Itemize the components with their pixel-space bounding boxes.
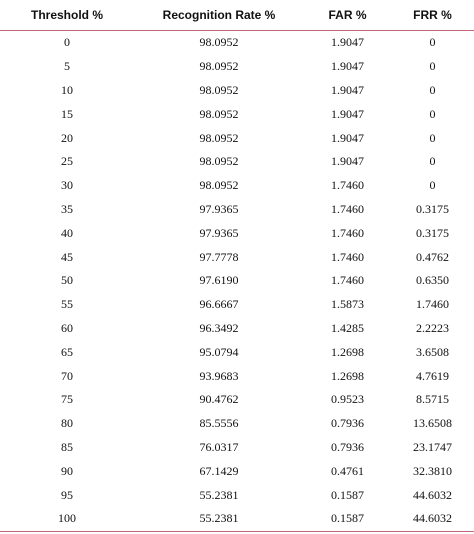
cell-far: 1.7460 xyxy=(331,225,364,240)
cell-threshold: 5 xyxy=(64,59,70,74)
cell-far: 1.9047 xyxy=(331,35,364,50)
cell-far: 1.9047 xyxy=(331,59,364,74)
header-row xyxy=(0,0,474,31)
cell-frr: 0.3175 xyxy=(416,201,449,216)
cell-threshold: 50 xyxy=(61,273,73,288)
cell-frr: 4.7619 xyxy=(416,368,449,383)
cell-threshold: 30 xyxy=(61,178,73,193)
cell-recognition-rate: 85.5556 xyxy=(199,416,239,431)
cell-frr: 23.1747 xyxy=(413,439,452,454)
cell-frr: 0 xyxy=(429,154,436,169)
cell-recognition-rate: 97.9365 xyxy=(199,201,239,216)
table-row xyxy=(0,150,474,174)
cell-threshold: 75 xyxy=(61,392,73,407)
table-row xyxy=(0,507,474,531)
cell-threshold: 20 xyxy=(61,130,73,145)
cell-threshold: 15 xyxy=(61,106,73,121)
table-row xyxy=(0,55,474,79)
cell-threshold: 90 xyxy=(61,463,73,478)
cell-threshold: 55 xyxy=(61,297,73,312)
cell-frr: 44.6032 xyxy=(391,507,474,531)
cell-frr: 0 xyxy=(429,178,436,193)
table-row xyxy=(0,293,474,317)
cell-frr: 0.3175 xyxy=(416,225,449,240)
cell-frr: 0.4762 xyxy=(416,249,449,264)
cell-far: 1.2698 xyxy=(331,344,364,359)
cell-far: 1.9047 xyxy=(331,130,364,145)
cell-frr: 0 xyxy=(429,82,436,97)
cell-recognition-rate: 97.6190 xyxy=(199,273,239,288)
cell-frr: 8.5715 xyxy=(416,392,449,407)
cell-threshold: 80 xyxy=(61,416,73,431)
cell-frr: 0 xyxy=(429,106,436,121)
table-row xyxy=(0,126,474,150)
cell-threshold: 85 xyxy=(61,439,73,454)
table-row xyxy=(0,317,474,341)
cell-recognition-rate: 98.0952 xyxy=(199,178,239,193)
cell-far: 0.4761 xyxy=(331,463,364,478)
cell-recognition-rate: 98.0952 xyxy=(199,59,239,74)
cell-threshold: 95 xyxy=(61,487,73,502)
cell-recognition-rate: 67.1429 xyxy=(199,463,239,478)
cell-frr: 3.6508 xyxy=(416,344,449,359)
cell-far: 1.7460 xyxy=(331,201,364,216)
cell-far: 0.1587 xyxy=(304,507,391,531)
cell-far: 1.4285 xyxy=(331,320,364,335)
cell-threshold: 10 xyxy=(61,82,73,97)
header-far: FAR % xyxy=(304,0,391,31)
cell-far: 0.9523 xyxy=(331,392,364,407)
cell-threshold: 40 xyxy=(61,225,73,240)
cell-recognition-rate: 98.0952 xyxy=(199,106,239,121)
cell-frr: 0 xyxy=(429,35,436,50)
table-row xyxy=(0,340,474,364)
cell-recognition-rate: 95.0794 xyxy=(199,344,239,359)
table-row xyxy=(0,364,474,388)
cell-frr: 13.6508 xyxy=(413,416,452,431)
table-row xyxy=(0,269,474,293)
cell-far: 0.7936 xyxy=(331,439,364,454)
table-row xyxy=(0,79,474,103)
cell-recognition-rate: 97.7778 xyxy=(199,249,239,264)
cell-far: 1.5873 xyxy=(331,297,364,312)
cell-recognition-rate: 55.2381 xyxy=(134,507,304,531)
cell-frr: 0 xyxy=(429,130,436,145)
cell-recognition-rate: 76.0317 xyxy=(199,439,239,454)
cell-far: 1.2698 xyxy=(331,368,364,383)
cell-recognition-rate: 96.3492 xyxy=(199,320,239,335)
table-row xyxy=(0,459,474,483)
table-row xyxy=(0,436,474,460)
table-row xyxy=(0,102,474,126)
cell-recognition-rate: 97.9365 xyxy=(199,225,239,240)
cell-far: 1.9047 xyxy=(331,82,364,97)
cell-far: 1.9047 xyxy=(331,106,364,121)
cell-threshold: 60 xyxy=(61,320,73,335)
table-row xyxy=(0,174,474,198)
cell-far: 1.7460 xyxy=(331,249,364,264)
cell-far: 0.1587 xyxy=(331,487,364,502)
cell-far: 1.9047 xyxy=(331,154,364,169)
header-frr: FRR % xyxy=(391,0,474,31)
cell-frr: 0.6350 xyxy=(416,273,449,288)
cell-threshold: 25 xyxy=(61,154,73,169)
table-header xyxy=(0,0,474,31)
cell-threshold: 65 xyxy=(61,344,73,359)
cell-frr: 0 xyxy=(429,59,436,74)
cell-frr: 44.6032 xyxy=(413,487,452,502)
cell-threshold: 35 xyxy=(61,201,73,216)
cell-recognition-rate: 98.0952 xyxy=(199,82,239,97)
cell-frr: 32.3810 xyxy=(413,463,452,478)
header-threshold: Threshold % xyxy=(0,0,134,31)
cell-threshold: 100 xyxy=(0,507,134,531)
table-row xyxy=(0,245,474,269)
cell-far: 1.7460 xyxy=(331,178,364,193)
table-row xyxy=(0,198,474,222)
cell-far: 0.7936 xyxy=(331,416,364,431)
cell-frr: 1.7460 xyxy=(416,297,449,312)
cell-threshold: 45 xyxy=(61,249,73,264)
table-row xyxy=(0,388,474,412)
header-recognition-rate: Recognition Rate % xyxy=(134,0,304,31)
cell-frr: 2.2223 xyxy=(416,320,449,335)
cell-recognition-rate: 98.0952 xyxy=(199,35,239,50)
cell-threshold: 0 xyxy=(64,35,70,50)
cell-far: 1.7460 xyxy=(331,273,364,288)
cell-recognition-rate: 98.0952 xyxy=(199,154,239,169)
cell-recognition-rate: 93.9683 xyxy=(199,368,239,383)
table-row xyxy=(0,483,474,507)
table-row xyxy=(0,221,474,245)
cell-recognition-rate: 96.6667 xyxy=(199,297,239,312)
cell-recognition-rate: 90.4762 xyxy=(199,392,239,407)
table-body xyxy=(0,31,474,532)
table-row xyxy=(0,31,474,55)
cell-threshold: 70 xyxy=(61,368,73,383)
cell-recognition-rate: 98.0952 xyxy=(199,130,239,145)
cell-recognition-rate: 55.2381 xyxy=(199,487,239,502)
table-row xyxy=(0,412,474,436)
